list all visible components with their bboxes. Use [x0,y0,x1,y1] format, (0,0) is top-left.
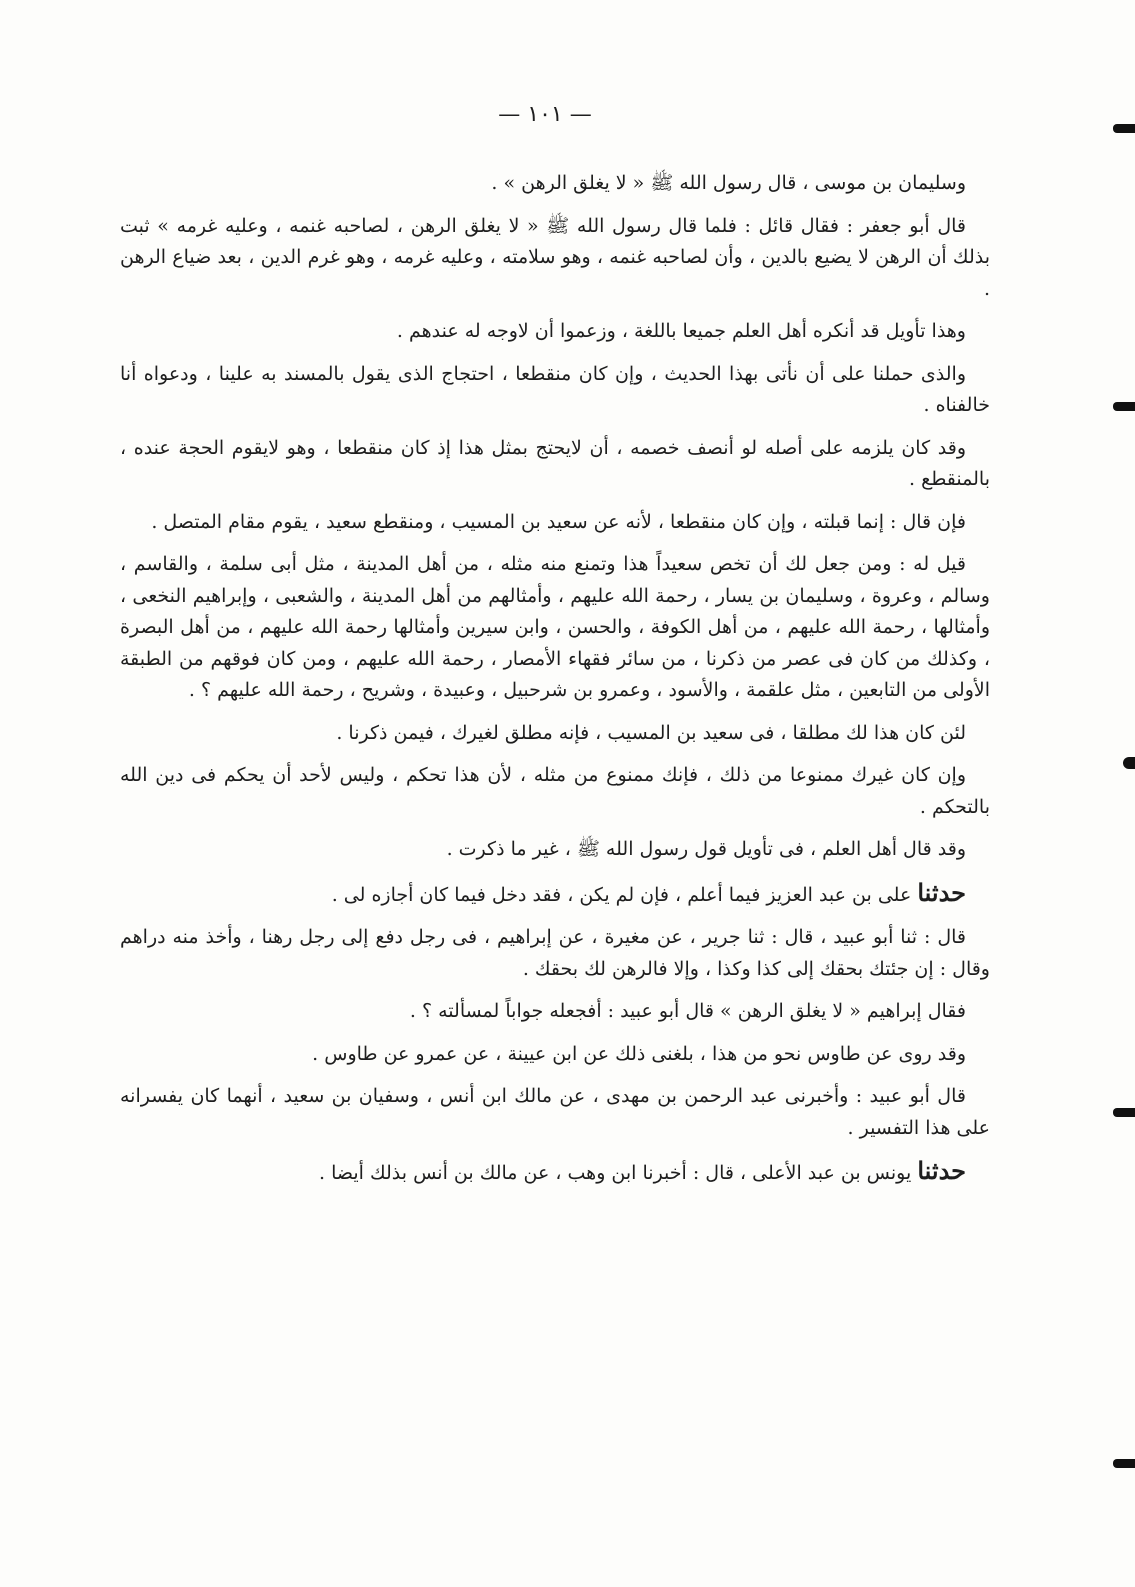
paragraph-text: قال أبو عبيد : وأخبرنى عبد الرحمن بن مهدى ، عن مالك ابن أنس ، وسفيان بن سعيد ، أنهما كان يفسرانه على هذا التفسير . [120,1085,990,1139]
paragraph-text: قيل له : ومن جعل لك أن تخص سعيداً هذا وتمنع منه مثله ، من أهل المدينة ، مثل أبى سلمة ، والقاسم ، وسالم ، وعروة ، وسليمان بن يسار ، رحمة الله عليهم ، وأمثالهم من أهل المدينة ، والشعبى ، وإبراهيم النخعى ، وأمثالها ، رحمة الله عليهم ، من أهل الكوفة ، والحسن ، وابن سيرين وأمثالها رحمة الله عليهم ، من أهل البصرة ، وكذلك من كان فى عصر من ذكرنا ، من سائر فقهاء الأمصار ، رحمة الله عليهم ، ومن كان فوقهم من الطبقة الأولى من التابعين ، مثل علقمة ، والأسود ، وعمرو بن شرحبيل ، وعبيدة ، وشريح ، رحمة الله عليهم ؟ . [120,553,990,701]
paragraph-text: فقال إبراهيم « لا يغلق الرهن » قال أبو عبيد : أفجعله جواباً لمسألته ؟ . [409,1000,966,1022]
paragraph [120,877,990,912]
paragraph [120,922,990,985]
edge-mark [1113,124,1135,133]
paragraph [120,507,990,539]
paragraph [120,433,990,496]
paragraph-text: وقد قال أهل العلم ، فى تأويل قول رسول الله ﷺ ، غير ما ذكرت . [446,838,966,860]
paragraph-text: قال أبو جعفر : فقال قائل : فلما قال رسول الله ﷺ « لا يغلق الرهن ، لصاحبه غنمه ، وعليه غرمه » ثبت بذلك أن الرهن لا يضيع بالدين ، وأن لصاحبه غنمه ، وهو سلامته ، وعليه غرمه ، وهو غرم الدين ، بعد ضياع الرهن . [120,214,990,300]
paragraph-text: وقد كان يلزمه على أصله لو أنصف خصمه ، أن لايحتج بمثل هذا إذ كان منقطعا ، وهو لايقوم الحجة عنده ، بالمنقطع . [120,436,990,490]
paragraph-text: فإن قال : إنما قبلته ، وإن كان منقطعا ، لأنه عن سعيد بن المسيب ، ومنقطع سعيد ، يقوم مقام المتصل . [151,510,966,533]
edge-mark [1113,402,1135,411]
paragraph-text: وإن كان غيرك ممنوعا من ذلك ، فإنك ممنوع من مثله ، لأن هذا تحكم ، وليس لأحد أن يحكم فى دين الله بالتحكم . [120,764,990,818]
paragraph [120,549,990,707]
paragraph-text: يونس بن عبد الأعلى ، قال : أخبرنا ابن وهب ، عن مالك بن أنس بذلك أيضا . [319,1162,918,1184]
edge-mark [1113,1459,1135,1468]
paragraph [120,211,990,306]
paragraph [120,359,990,422]
paragraph-text: وهذا تأويل قد أنكره أهل العلم جميعا باللغة ، وزعموا أن لاوجه له عندهم . [396,320,966,342]
paragraph-text: على بن عبد العزيز فيما أعلم ، فإن لم يكن ، فقد دخل فيما كان أجازه لى . [331,883,918,906]
paragraph [120,718,990,750]
paragraph-text: لئن كان هذا لك مطلقا ، فى سعيد بن المسيب ، فإنه مطلق لغيرك ، فيمن ذكرنا . [336,721,966,744]
hadith-lead-word: حدثنا [917,1156,966,1185]
paragraph-text: قال : ثنا أبو عبيد ، قال : ثنا جرير ، عن مغيرة ، عن إبراهيم ، فى رجل دفع إلى رجل رهنا ، وأخذ منه دراهم وقال : إن جئتك بحقك إلى كذا وكذا ، وإلا فالرهن لك بحقك . [120,926,990,980]
body-text [120,168,990,1201]
paragraph [120,1155,990,1190]
paragraph-text: وقد روى عن طاوس نحو من هذا ، بلغنى ذلك عن ابن عيينة ، عن عمرو عن طاوس . [312,1042,966,1065]
hadith-lead-word: حدثنا [917,877,966,907]
paragraph-text: وسليمان بن موسى ، قال رسول الله ﷺ « لا يغلق الرهن » . [491,172,966,194]
paragraph [120,996,990,1028]
paragraph [120,1081,990,1144]
page-number: — ١٠١ — [498,102,592,127]
edge-mark [1113,1108,1135,1117]
paragraph-text: والذى حملنا على أن نأتى بهذا الحديث ، وإن كان منقطعا ، احتجاج الذى يقول بالمسند به علينا ، ودعواه أنا خالفناه . [120,362,990,416]
paragraph [120,316,990,348]
paragraph [120,760,990,823]
edge-mark [1123,757,1135,769]
paragraph [120,1039,990,1071]
paragraph [120,834,990,866]
paragraph [120,168,990,200]
